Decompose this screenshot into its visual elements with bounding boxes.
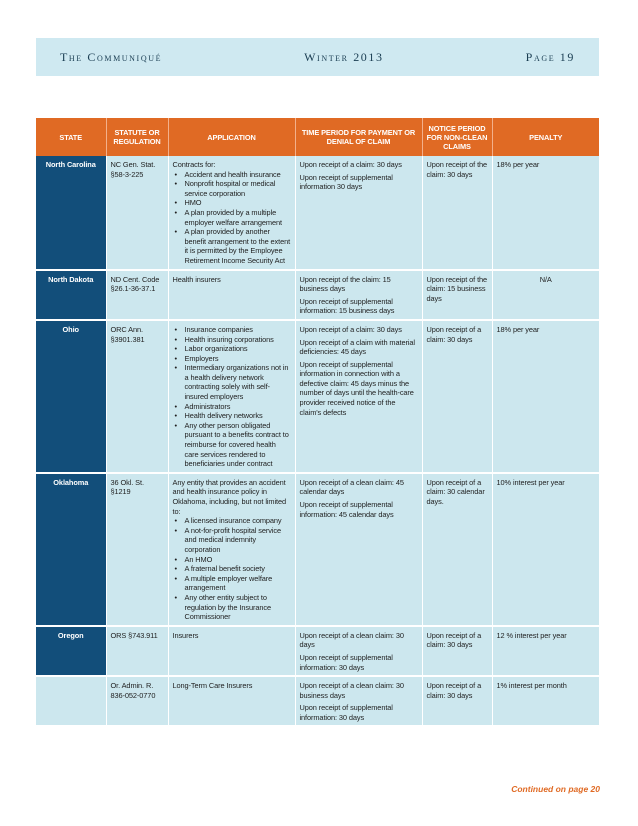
application-intro: Long-Term Care Insurers [172,681,253,691]
statute-cell: 36 Okl. St. §1219 [106,473,168,626]
penalty-cell: N/A [492,270,599,320]
time-period-text: Upon receipt of a claim: 30 days [299,324,402,334]
application-list-item: • Administrators [185,402,291,412]
application-list-item: • Health delivery networks [185,411,291,421]
time-period-cell [295,156,422,270]
state-cell: Oklahoma [36,473,106,626]
application-cell [168,320,295,473]
time-period-cell [295,676,422,726]
column-header-penalty: PENALTY [492,118,599,156]
application-list-item: • HMO [185,198,291,208]
application-cell [168,626,295,676]
time-period-text: Upon receipt of supplemental information 30 days [299,172,393,192]
application-list-item: • Any other entity subject to regulation by the Insurance Commissioner [185,593,291,622]
statute-cell: NC Gen. Stat. §58-3-225 [106,156,168,270]
application-list [173,325,291,469]
statute-cell: ORC Ann. §3901.381 [106,320,168,473]
application-list-item: • Any other person obligated pursuant to a benefits contract to reimburse for covered health care services rendered to beneficiaries under contract [185,421,291,469]
page-number: Page 19 [525,49,575,64]
statute-cell: Or. Admin. R. 836-052-0770 [106,676,168,726]
time-period-text: Upon receipt of a claim with material deficiencies: 45 days [299,337,415,357]
time-period-cell [295,270,422,320]
application-list-item: • Intermediary organizations not in a health delivery network contracting solely with self-insured employers [185,363,291,401]
notice-period-cell: Upon receipt of the claim: 30 days [422,156,492,270]
application-list-item: • An HMO [185,555,291,565]
table-row [36,626,599,676]
application-intro: Contracts for: [172,160,216,169]
column-header-state: STATE [36,118,106,156]
application-list-item: • A licensed insurance company [185,516,291,526]
time-period-text: Upon receipt of supplemental information: 15 business days [299,296,395,316]
notice-period-cell: Upon receipt of the claim: 15 business days [422,270,492,320]
application-intro: Any entity that provides an accident and health insurance policy in Oklahoma, including, but not limited to: [172,477,286,516]
state-cell: Oregon [36,626,106,676]
publication-title: The Communiqué [60,49,163,64]
time-period-cell [295,473,422,626]
continued-note: Continued on page 20 [511,784,600,794]
time-period-text: Upon receipt of a clean claim: 30 days [299,630,404,650]
table-body [36,156,599,726]
time-period-text: Upon receipt of supplemental information: 45 calendar days [299,500,394,519]
time-period-cell [295,320,422,473]
application-cell [168,156,295,270]
penalty-cell: 10% interest per year [492,473,599,626]
time-period-text: Upon receipt of the claim: 15 business days [299,274,391,294]
column-header-application: APPLICATION [168,118,295,156]
column-header-time-period: TIME PERIOD FOR PAYMENT OR DENIAL OF CLAIM [295,118,422,156]
application-list-item: • Nonprofit hospital or medical service corporation [185,179,291,198]
table-row [36,676,599,726]
table-row [36,156,599,270]
application-list-item: • A plan provided by a multiple employer welfare arrangement [185,208,291,227]
application-cell [168,270,295,320]
application-list-item: • A fraternal benefit society [185,564,291,574]
statute-cell: ND Cent. Code §26.1-36-37.1 [106,270,168,320]
notice-period-cell: Upon receipt of a claim: 30 days [422,626,492,676]
time-period-text: Upon receipt of supplemental information: 30 days [299,652,393,672]
time-period-text: Upon receipt of supplemental information: 30 days [299,703,393,722]
penalty-cell: 18% per year [492,320,599,473]
statute-cell: ORS §743.911 [106,626,168,676]
prompt-pay-regulations-table [36,118,599,727]
application-cell [168,676,295,726]
application-list [173,516,291,622]
state-cell: North Carolina [36,156,106,270]
notice-period-cell: Upon receipt of a claim: 30 days [422,676,492,726]
penalty-cell: 18% per year [492,156,599,270]
time-period-cell [295,626,422,676]
application-list-item: • Accident and health insurance [185,170,291,180]
application-list-item: • A plan provided by another benefit arrangement to the extent it is permitted by the Employee Retirement Income Security Act [185,227,291,265]
table-row [36,320,599,473]
application-list-item: • Insurance companies [185,325,291,335]
application-list [173,170,291,266]
table-header-row [36,118,599,156]
application-list-item: • Labor organizations [185,344,291,354]
penalty-cell: 12 % interest per year [492,626,599,676]
time-period-text: Upon receipt of supplemental information in connection with a defective claim: 45 days minus the number of days until the health-care provider received notice of the claim's defects [299,359,414,417]
penalty-cell: 1% interest per month [492,676,599,726]
time-period-text: Upon receipt of a claim: 30 days [299,160,402,169]
column-header-notice-period: NOTICE PERIOD FOR NON-CLEAN CLAIMS [422,118,492,156]
page-header-banner [36,38,599,76]
application-list-item: • Health insuring corporations [185,335,291,345]
state-cell: North Dakota [36,270,106,320]
issue-label: Winter 2013 [304,49,384,64]
notice-period-cell: Upon receipt of a claim: 30 days [422,320,492,473]
application-list-item: • Employers [185,354,291,364]
table-row [36,473,599,626]
state-cell [36,676,106,726]
application-intro: Insurers [172,630,199,640]
application-list-item: • A multiple employer welfare arrangement [185,574,291,593]
table-row [36,270,599,320]
time-period-text: Upon receipt of a clean claim: 30 business days [299,681,404,700]
column-header-statute: STATUTE OR REGULATION [106,118,168,156]
application-intro: Health insurers [172,274,221,284]
time-period-text: Upon receipt of a clean claim: 45 calendar days [299,477,404,497]
state-cell: Ohio [36,320,106,473]
application-list-item: • A not-for-profit hospital service and medical indemnity corporation [185,526,291,555]
application-cell [168,473,295,626]
notice-period-cell: Upon receipt of a claim: 30 calendar days. [422,473,492,626]
